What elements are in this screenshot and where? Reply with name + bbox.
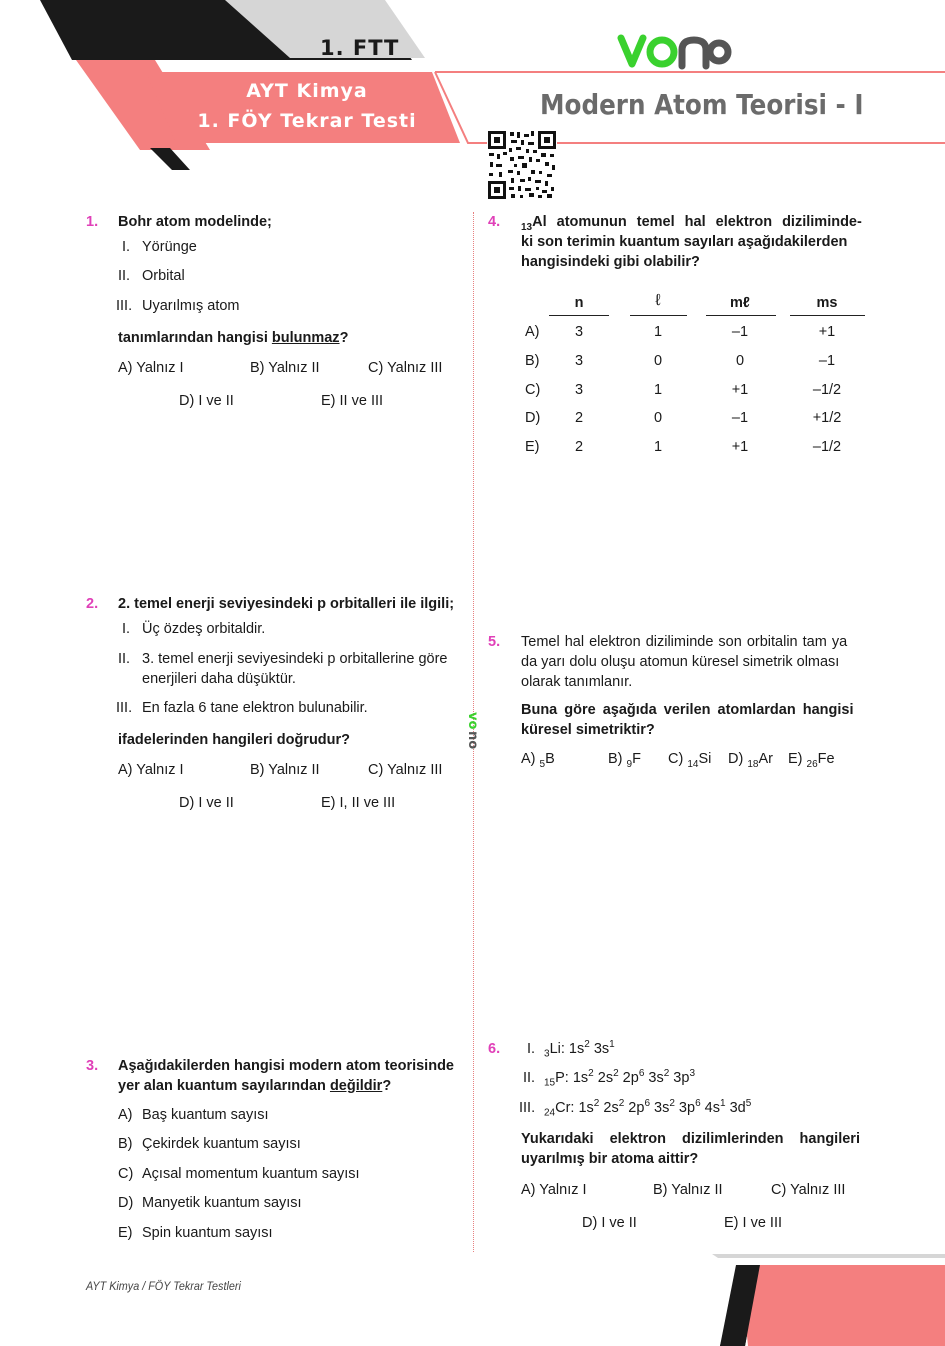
q6-option-c[interactable]: C) Yalnız III — [771, 1182, 846, 1198]
q4-row-c-n: 3 — [574, 382, 584, 398]
q3-stem-line1: Aşağıdakilerden hangisi modern atom teorisinde — [118, 1058, 454, 1074]
q5-text-line1: Temel hal elektron diziliminde son orbitalin tam ya — [521, 634, 848, 650]
q5-option-a[interactable]: A) $_5$B — [521, 751, 555, 770]
q4-row-e-n: 2 — [574, 439, 584, 455]
q4-stem-line2: ki son terimin kuantum sayıları aşağıdakilerden — [521, 234, 848, 250]
q4-stem-line1: $_{13}$Al atomunun temel hal elektron diziliminde- — [521, 214, 862, 233]
q2-option-e[interactable]: E) I, II ve III — [321, 795, 396, 811]
q6-item-3-roman: III. — [519, 1100, 536, 1116]
q4-row-c-ms: –1/2 — [812, 382, 842, 398]
q4-row-c-l: 1 — [653, 382, 663, 398]
q3-option-b[interactable]: Çekirdek kuantum sayısı — [142, 1136, 301, 1152]
q1-option-e[interactable]: E) II ve III — [321, 393, 384, 409]
q4-row-d-ms: +1/2 — [812, 410, 842, 426]
q4-row-a-ms: +1 — [818, 324, 836, 340]
q4-row-b-ms: –1 — [818, 353, 836, 369]
q6-option-b[interactable]: B) Yalnız II — [653, 1182, 723, 1198]
q4-row-e-ms: –1/2 — [812, 439, 842, 455]
test-code: 1. FTT — [320, 36, 400, 60]
q1-item-2: Orbital — [142, 268, 185, 284]
q1-option-d[interactable]: D) I ve II — [179, 393, 234, 409]
q4-row-e-ml: +1 — [731, 439, 749, 455]
q3-option-d-letter[interactable]: D) — [118, 1195, 134, 1211]
q3-stem-line2: yer alan kuantum sayılarından değildir? — [118, 1078, 392, 1094]
q3-option-a-letter[interactable]: A) — [118, 1107, 133, 1123]
q2-option-c[interactable]: C) Yalnız III — [368, 762, 443, 778]
q4-row-c-letter[interactable]: C) — [525, 382, 541, 398]
side-vono-logo — [467, 712, 481, 750]
q2-item-2-line2: enerjileri daha düşüktür. — [142, 671, 296, 687]
q4-row-d-ml: –1 — [731, 410, 749, 426]
q4-header-n: n — [574, 295, 584, 311]
q5-option-c[interactable]: C) $_{14}$Si — [668, 751, 712, 770]
q2-question: ifadelerinden hangileri doğrudur? — [118, 732, 351, 748]
q2-item-2-roman: II. — [118, 651, 131, 667]
q2-option-d[interactable]: D) I ve II — [179, 795, 234, 811]
q4-header-rule-n — [549, 315, 609, 316]
q6-option-a[interactable]: A) Yalnız I — [521, 1182, 587, 1198]
q5-option-e[interactable]: E) $_{26}$Fe — [788, 751, 835, 770]
vono-logo — [618, 34, 733, 70]
q4-row-b-ml: 0 — [735, 353, 745, 369]
q4-header-rule-l — [630, 315, 687, 316]
q4-row-d-letter[interactable]: D) — [525, 410, 541, 426]
q2-item-3-roman: III. — [116, 700, 133, 716]
q6-item-3-config: $_{24}$Cr: $1s^2$ $2s^2$ $2p^6$ $3s^2$ $3p^6$ $4s^1$ $3d^5$ — [544, 1098, 752, 1119]
q5-option-b[interactable]: B) $_9$F — [608, 751, 641, 770]
q4-row-c-ml: +1 — [731, 382, 749, 398]
q2-number: 2. — [86, 596, 99, 612]
q6-option-e[interactable]: E) I ve III — [724, 1215, 783, 1231]
q3-option-c-letter[interactable]: C) — [118, 1166, 134, 1182]
q3-option-e-letter[interactable]: E) — [118, 1225, 133, 1241]
q2-item-3: En fazla 6 tane elektron bulunabilir. — [142, 700, 368, 716]
q4-row-e-letter[interactable]: E) — [525, 439, 540, 455]
svg-text:vo: vo — [465, 712, 480, 730]
q4-row-b-letter[interactable]: B) — [525, 353, 540, 369]
qr-code[interactable] — [487, 130, 557, 200]
q4-stem-line3: hangisindeki gibi olabilir? — [521, 254, 700, 270]
q4-number: 4. — [488, 214, 501, 230]
test-name: 1. FÖY Tekrar Testi — [197, 110, 417, 132]
q1-option-c[interactable]: C) Yalnız III — [368, 360, 443, 376]
q4-row-d-l: 0 — [653, 410, 663, 426]
footer-decoration — [600, 1250, 945, 1346]
q5-text-line3: olarak tanımlanır. — [521, 674, 633, 690]
q6-question-line2: uyarılmış bir atoma aittir? — [521, 1151, 699, 1167]
q6-item-1-roman: I. — [527, 1041, 536, 1057]
svg-text:no: no — [465, 731, 480, 750]
q2-stem: 2. temel enerji seviyesindeki p orbitalleri ile ilgili; — [118, 596, 455, 612]
q3-number: 3. — [86, 1058, 99, 1074]
q4-header-l: ℓ — [655, 292, 661, 309]
q2-item-2-line1: 3. temel enerji seviyesindeki p orbitallerine göre — [142, 651, 448, 667]
page-title: Modern Atom Teorisi - I — [540, 88, 864, 121]
q3-option-c[interactable]: Açısal momentum kuantum sayısı — [142, 1166, 360, 1182]
q5-number: 5. — [488, 634, 501, 650]
q1-stem: Bohr atom modelinde; — [118, 214, 272, 230]
q1-question: tanımlarından hangisi bulunmaz? — [118, 330, 349, 346]
q3-option-d[interactable]: Manyetik kuantum sayısı — [142, 1195, 302, 1211]
q1-item-3-roman: III. — [116, 298, 133, 314]
q6-number: 6. — [488, 1041, 501, 1057]
q6-item-1-config: $_3$Li: $1s^2$ $3s^1$ — [544, 1039, 615, 1060]
q1-option-b[interactable]: B) Yalnız II — [250, 360, 320, 376]
q6-option-d[interactable]: D) I ve II — [582, 1215, 637, 1231]
q3-option-b-letter[interactable]: B) — [118, 1136, 133, 1152]
q2-option-b[interactable]: B) Yalnız II — [250, 762, 320, 778]
q3-option-a[interactable]: Baş kuantum sayısı — [142, 1107, 269, 1123]
q2-item-1: Üç özdeş orbitaldir. — [142, 621, 266, 637]
q4-row-a-l: 1 — [653, 324, 663, 340]
q4-header-rule-ms — [790, 315, 865, 316]
q4-header-rule-ml — [706, 315, 776, 316]
q4-row-b-n: 3 — [574, 353, 584, 369]
q5-question-line2: küresel simetriktir? — [521, 722, 655, 738]
subject-title: AYT Kimya — [246, 80, 368, 102]
q4-row-a-ml: –1 — [731, 324, 749, 340]
q1-item-1: Yörünge — [142, 239, 197, 255]
q4-header-ml: mℓ — [730, 295, 750, 311]
footer-text: AYT Kimya / FÖY Tekrar Testleri — [86, 1279, 241, 1293]
q6-item-2-roman: II. — [523, 1070, 536, 1086]
q4-row-a-letter[interactable]: A) — [525, 324, 540, 340]
q1-option-a[interactable]: A) Yalnız I — [118, 360, 184, 376]
q5-question-line1: Buna göre aşağıda verilen atomlardan hangisi — [521, 702, 854, 718]
q1-item-1-roman: I. — [122, 239, 131, 255]
q5-text-line2: da yarı dolu oluşu atomun küresel simetrik olması — [521, 654, 840, 670]
q4-row-a-n: 3 — [574, 324, 584, 340]
q1-item-2-roman: II. — [118, 268, 131, 284]
q4-header-ms: ms — [816, 295, 838, 311]
q5-option-d[interactable]: D) $_{18}$Ar — [728, 751, 773, 770]
q1-item-3: Uyarılmış atom — [142, 298, 240, 314]
q4-row-e-l: 1 — [653, 439, 663, 455]
q6-question-line1: Yukarıdaki elektron dizilimlerinden hangileri — [521, 1131, 860, 1147]
q4-row-d-n: 2 — [574, 410, 584, 426]
q2-option-a[interactable]: A) Yalnız I — [118, 762, 184, 778]
q4-row-b-l: 0 — [653, 353, 663, 369]
q2-item-1-roman: I. — [122, 621, 131, 637]
q3-option-e[interactable]: Spin kuantum sayısı — [142, 1225, 273, 1241]
q6-item-2-config: $_{15}$P: $1s^2$ $2s^2$ $2p^6$ $3s^2$ $3p^3$ — [544, 1068, 696, 1089]
q1-number: 1. — [86, 214, 99, 230]
